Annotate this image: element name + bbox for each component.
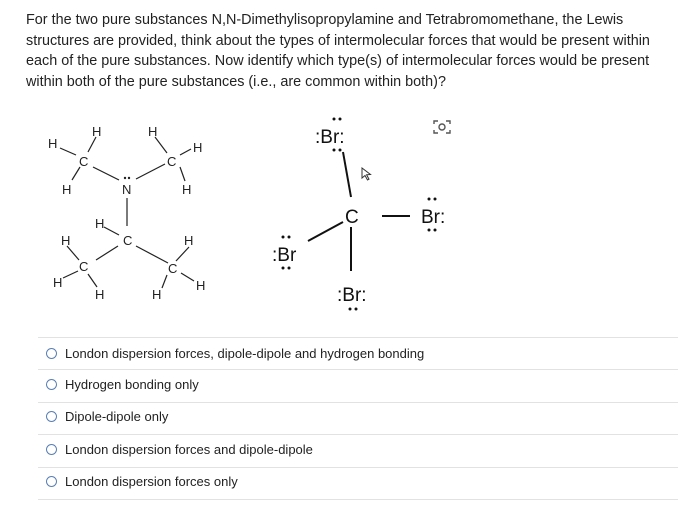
atom-h: H	[184, 233, 194, 248]
option-divider	[38, 369, 678, 370]
option-divider	[38, 434, 678, 435]
atom-br-bottom: :Br:	[337, 285, 367, 306]
question-line: within both of the pure substances (i.e., are common within both)?	[26, 73, 446, 90]
answer-option[interactable]	[46, 438, 313, 460]
atom-c: C	[79, 259, 89, 274]
atom-h: H	[152, 287, 162, 302]
ccl4-structure	[272, 118, 445, 311]
radio-button-icon[interactable]	[46, 411, 57, 422]
option-divider	[38, 467, 678, 468]
option-label: Hydrogen bonding only	[65, 376, 199, 392]
question-line: structures are provided, think about the types of intermolecular forces that would be present within	[26, 32, 650, 49]
radio-button-icon[interactable]	[46, 379, 57, 390]
atom-h: H	[92, 124, 102, 139]
atom-c: C	[79, 154, 89, 169]
atom-h: H	[61, 233, 71, 248]
question-line: For the two pure substances N,N-Dimethylisopropylamine and Tetrabromomethane, the Lewis	[26, 12, 624, 28]
amine-structure	[48, 124, 205, 302]
atom-c: C	[168, 261, 178, 276]
atom-c-center: C	[345, 207, 359, 228]
question-line: each of the pure substances. Now identify which type(s) of intermolecular forces would be present	[26, 53, 650, 69]
atom-h: H	[182, 182, 192, 197]
zoom-frame-icon[interactable]	[432, 119, 452, 135]
atom-h: H	[62, 182, 72, 197]
atom-br-left: :Br	[272, 245, 297, 266]
option-label: London dispersion forces, dipole-dipole and hydrogen bonding	[65, 345, 425, 361]
answer-option[interactable]	[46, 405, 168, 427]
option-label: London dispersion forces and dipole-dipole	[65, 441, 313, 457]
atom-h: H	[53, 275, 63, 290]
option-divider	[38, 402, 678, 403]
answer-option[interactable]	[46, 373, 199, 395]
atom-h: H	[148, 124, 158, 139]
atom-c: C	[167, 154, 177, 169]
atom-h: H	[95, 216, 105, 231]
atom-h: H	[196, 278, 206, 293]
atom-c: C	[123, 233, 133, 248]
atom-h: H	[193, 140, 203, 155]
option-label: Dipole-dipole only	[65, 408, 169, 424]
atom-br-right: Br:	[421, 207, 446, 228]
atom-h: H	[95, 287, 105, 302]
option-divider	[38, 337, 678, 338]
answer-option[interactable]	[46, 470, 238, 492]
radio-button-icon[interactable]	[46, 348, 57, 359]
atom-n: N	[122, 182, 132, 197]
atom-h: H	[48, 136, 58, 151]
radio-button-icon[interactable]	[46, 476, 57, 487]
radio-button-icon[interactable]	[46, 444, 57, 455]
atom-br-top: :Br:	[315, 127, 345, 148]
answer-option[interactable]	[46, 342, 424, 364]
option-label: London dispersion forces only	[65, 473, 238, 489]
mouse-cursor-icon	[361, 167, 373, 186]
option-divider	[38, 499, 678, 500]
